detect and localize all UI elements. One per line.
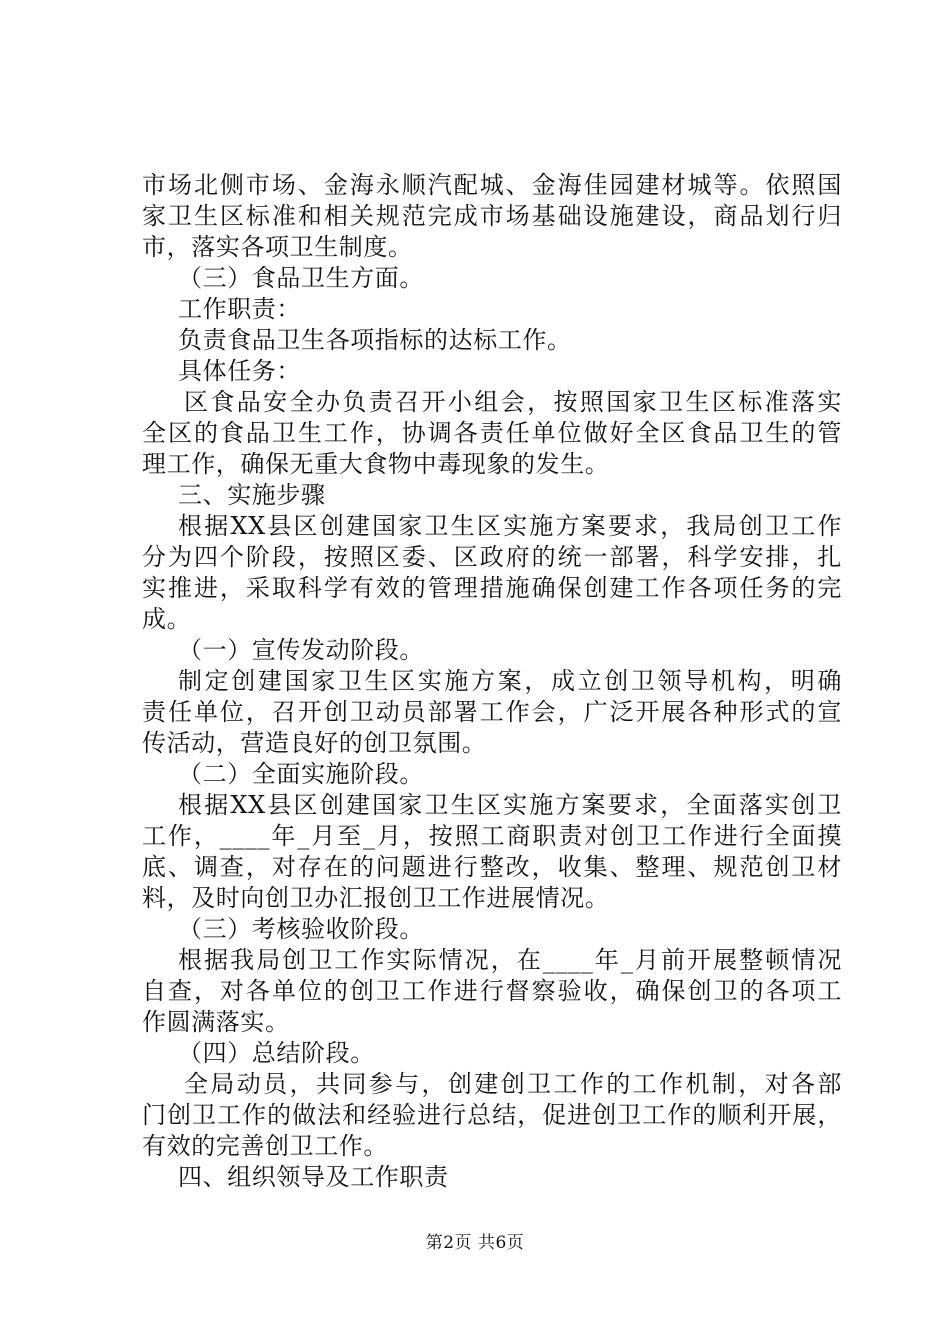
page-number-footer: 第2页 共6页 [425, 1233, 525, 1253]
text-line: 传活动，营造良好的创卫氛围。 [142, 729, 487, 757]
document-body [142, 170, 842, 1193]
text-line: 制定创建国家卫生区实施方案，成立创卫领导机构，明确 [178, 667, 842, 695]
text-line: 料，及时向创卫办汇报创卫工作进展情况。 [142, 884, 610, 912]
text-line: 理工作，确保无重大食物中毒现象的发生。 [142, 450, 610, 478]
text-line: 底、调查，对存在的问题进行整改，收集、整理、规范创卫材 [142, 853, 842, 881]
text-line: 根据我局创卫工作实际情况，在____年_月前开展整顿情况 [178, 946, 842, 974]
section-heading: （三）食品卫生方面。 [178, 264, 424, 292]
text-line: 全区的食品卫生工作，协调各责任单位做好全区食品卫生的管 [142, 419, 842, 447]
text-line: 实推进，采取科学有效的管理措施确保创建工作各项任务的完 [142, 574, 842, 602]
text-line: 有效的完善创卫工作。 [142, 1132, 388, 1160]
text-line: 自查，对各单位的创卫工作进行督察验收，确保创卫的各项工 [142, 977, 842, 1005]
section-heading: （一）宣传发动阶段。 [178, 636, 424, 664]
text-line: 负责食品卫生各项指标的达标工作。 [178, 326, 572, 354]
text-line: 全局动员，共同参与，创建创卫工作的工作机制，对各部 [184, 1070, 842, 1098]
text-line: 门创卫工作的做法和经验进行总结，促进创卫工作的顺利开展， [142, 1101, 842, 1129]
text-line: 作圆满落实。 [142, 1008, 290, 1036]
section-heading: （四）总结阶段。 [178, 1039, 375, 1067]
text-line: 市场北侧市场、金海永顺汽配城、金海佳园建材城等。依照国 [142, 171, 842, 199]
text-line: 区食品安全办负责召开小组会，按照国家卫生区标准落实 [184, 388, 842, 416]
text-line: 工作，____年_月至_月，按照工商职责对创卫工作进行全面摸 [142, 822, 842, 850]
text-line: 根据XX县区创建国家卫生区实施方案要求，全面落实创卫 [178, 791, 842, 819]
text-line: 责任单位，召开创卫动员部署工作会，广泛开展各种形式的宣 [142, 698, 842, 726]
text-line: 市，落实各项卫生制度。 [142, 233, 413, 261]
text-line: 具体任务： [178, 357, 301, 385]
text-line: 根据XX县区创建国家卫生区实施方案要求，我局创卫工作 [178, 512, 842, 540]
section-heading: （三）考核验收阶段。 [178, 915, 424, 943]
text-line: 家卫生区标准和相关规范完成市场基础设施建设，商品划行归 [142, 202, 842, 230]
text-line: 成。 [142, 605, 192, 633]
text-line: 分为四个阶段，按照区委、区政府的统一部署，科学安排，扎 [142, 543, 842, 571]
text-line: 工作职责： [178, 295, 301, 323]
section-heading: 四、组织领导及工作职责 [178, 1163, 449, 1191]
section-heading: （二）全面实施阶段。 [178, 760, 424, 788]
section-heading: 三、实施步骤 [178, 481, 326, 509]
